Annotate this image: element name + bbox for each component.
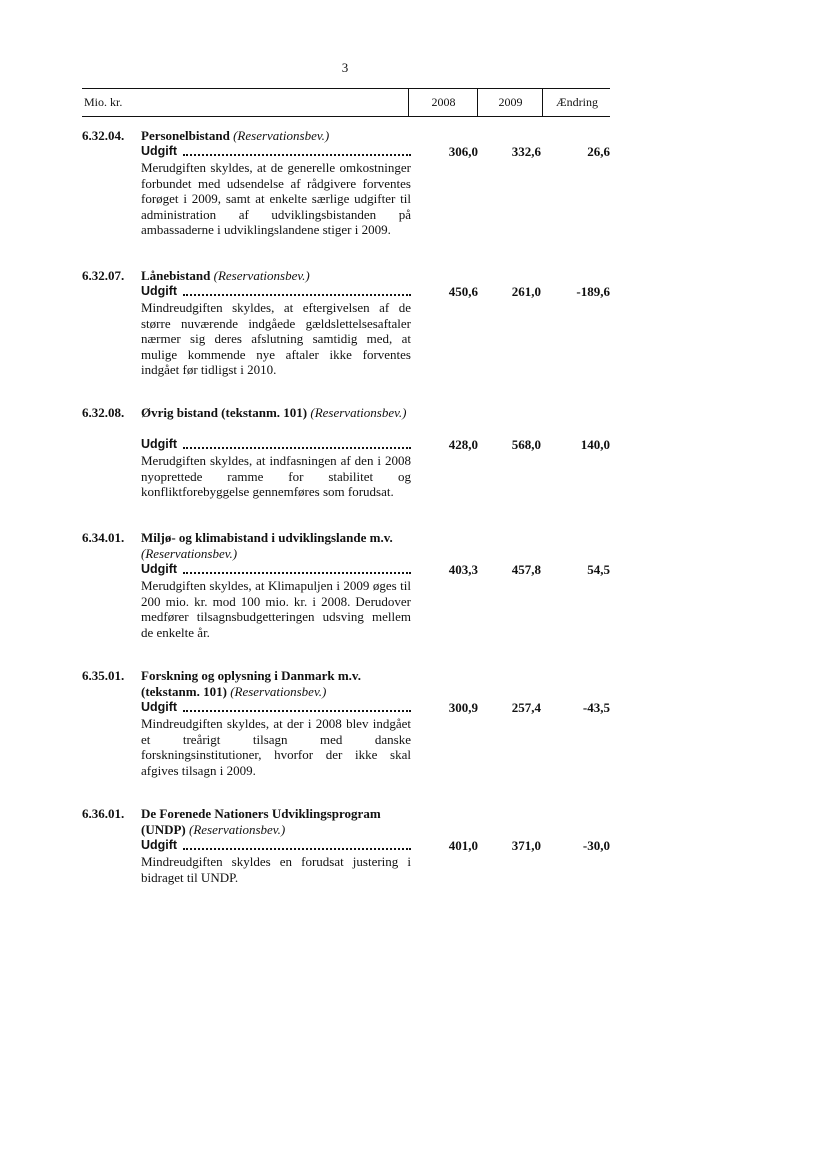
- value-2009: 568,0: [511, 437, 541, 452]
- udgift-row: [141, 562, 411, 578]
- entry-title: [141, 668, 416, 699]
- udgift-row: [141, 700, 411, 716]
- entry-description: Merudgiften skyldes, at Klimapuljen i 2009 øges til 200 mio. kr. mod 100 mio. kr. i 2008. Derudover medfører tilsagnsbudgetteringen udsving mellem de enkelte år.: [141, 578, 411, 640]
- value-change: -43,5: [582, 700, 610, 715]
- udgift-row: [141, 838, 411, 854]
- title-qualifier: (Reservationsbev.): [230, 683, 327, 699]
- title-text: Personelbistand: [141, 128, 230, 143]
- account-code: 6.35.01.: [82, 668, 125, 683]
- entry-description: Merudgiften skyldes, at indfasningen af den i 2008 nyoprettede ramme for stabilitet og konfliktforebyggelse gennemføres som forudsat.: [141, 453, 411, 499]
- account-code: 6.32.04.: [82, 128, 125, 143]
- account-code: 6.32.08.: [82, 405, 125, 420]
- column-header-2008: 2008: [408, 89, 478, 116]
- dot-leader: [183, 294, 411, 296]
- value-2009: 371,0: [511, 838, 541, 853]
- entry-title: [141, 268, 416, 284]
- value-change: -30,0: [582, 838, 610, 853]
- column-header-2009: 2009: [477, 89, 543, 116]
- column-header-change: Ændring: [542, 89, 611, 116]
- value-2009: 257,4: [511, 700, 541, 715]
- value-change: 26,6: [587, 144, 610, 159]
- title-qualifier: (Reservationsbev.): [310, 405, 407, 420]
- title-qualifier: (Reservationsbev.): [233, 128, 330, 143]
- value-2008: 306,0: [448, 144, 478, 159]
- value-2008: 401,0: [448, 838, 478, 853]
- entry-title: [141, 530, 416, 561]
- entry-description: Merudgiften skyldes, at de generelle omkostninger forbundet med udsendelse af rådgivere forventes forøget i 2009, samt at enkelte særlige udgifter til administration af udviklingsbistanden på ambassaderne i udviklingslandene stiger i 2009.: [141, 160, 411, 237]
- value-2008: 300,9: [448, 700, 478, 715]
- value-change: 140,0: [580, 437, 610, 452]
- account-code: 6.34.01.: [82, 530, 125, 545]
- title-text: Øvrig bistand (tekstanm. 101): [141, 405, 308, 420]
- title-text: De Forenede Nationers Udviklingsprogram (UNDP): [141, 806, 381, 837]
- value-change: 54,5: [587, 562, 610, 577]
- title-text: Forskning og oplysning i Danmark m.v. (tekstanm. 101): [141, 668, 361, 699]
- dot-leader: [183, 848, 411, 850]
- entry-description: Mindreudgiften skyldes, at der i 2008 blev indgået et treårigt tilsagn med danske forskningsinstitutioner, hvorfor der ikke skal afgives tilsagn i 2009.: [141, 716, 411, 778]
- udgift-label: Udgift: [141, 838, 178, 852]
- value-change: -189,6: [576, 284, 610, 299]
- entry-description: Mindreudgiften skyldes en forudsat justering i bidraget til UNDP.: [141, 854, 411, 885]
- page-number: 3: [341, 60, 349, 75]
- table-header: [82, 88, 610, 117]
- title-qualifier: (Reservationsbev.): [141, 545, 238, 561]
- dot-leader: [183, 710, 411, 712]
- dot-leader: [183, 572, 411, 574]
- dot-leader: [183, 154, 411, 156]
- value-2008: 428,0: [448, 437, 478, 452]
- title-qualifier: (Reservationsbev.): [189, 821, 286, 837]
- value-2008: 403,3: [448, 562, 478, 577]
- account-code: 6.32.07.: [82, 268, 125, 283]
- udgift-row: [141, 144, 411, 160]
- title-text: Lånebistand: [141, 268, 211, 283]
- udgift-row: [141, 437, 411, 453]
- udgift-label: Udgift: [141, 437, 178, 451]
- account-code: 6.36.01.: [82, 806, 125, 821]
- title-qualifier: (Reservationsbev.): [213, 268, 310, 283]
- unit-label: Mio. kr.: [84, 95, 123, 109]
- entry-title: [141, 806, 416, 837]
- udgift-label: Udgift: [141, 284, 178, 298]
- entry-title: [141, 405, 416, 421]
- entry-description: Mindreudgiften skyldes, at eftergivelsen af de større nuværende indgåede gældslettelsesaftaler nærmer sig deres afslutning samtidig med, at mulige kommende nye aftaler ikke forventes indgået før tidligst i 2010.: [141, 300, 411, 377]
- udgift-label: Udgift: [141, 144, 178, 158]
- value-2009: 332,6: [511, 144, 541, 159]
- value-2009: 261,0: [511, 284, 541, 299]
- udgift-label: Udgift: [141, 700, 178, 714]
- udgift-row: [141, 284, 411, 300]
- dot-leader: [183, 447, 411, 449]
- value-2008: 450,6: [448, 284, 478, 299]
- entry-title: [141, 128, 416, 144]
- udgift-label: Udgift: [141, 562, 178, 576]
- value-2009: 457,8: [511, 562, 541, 577]
- title-text: Miljø- og klimabistand i udviklingslande m.v.: [141, 530, 393, 545]
